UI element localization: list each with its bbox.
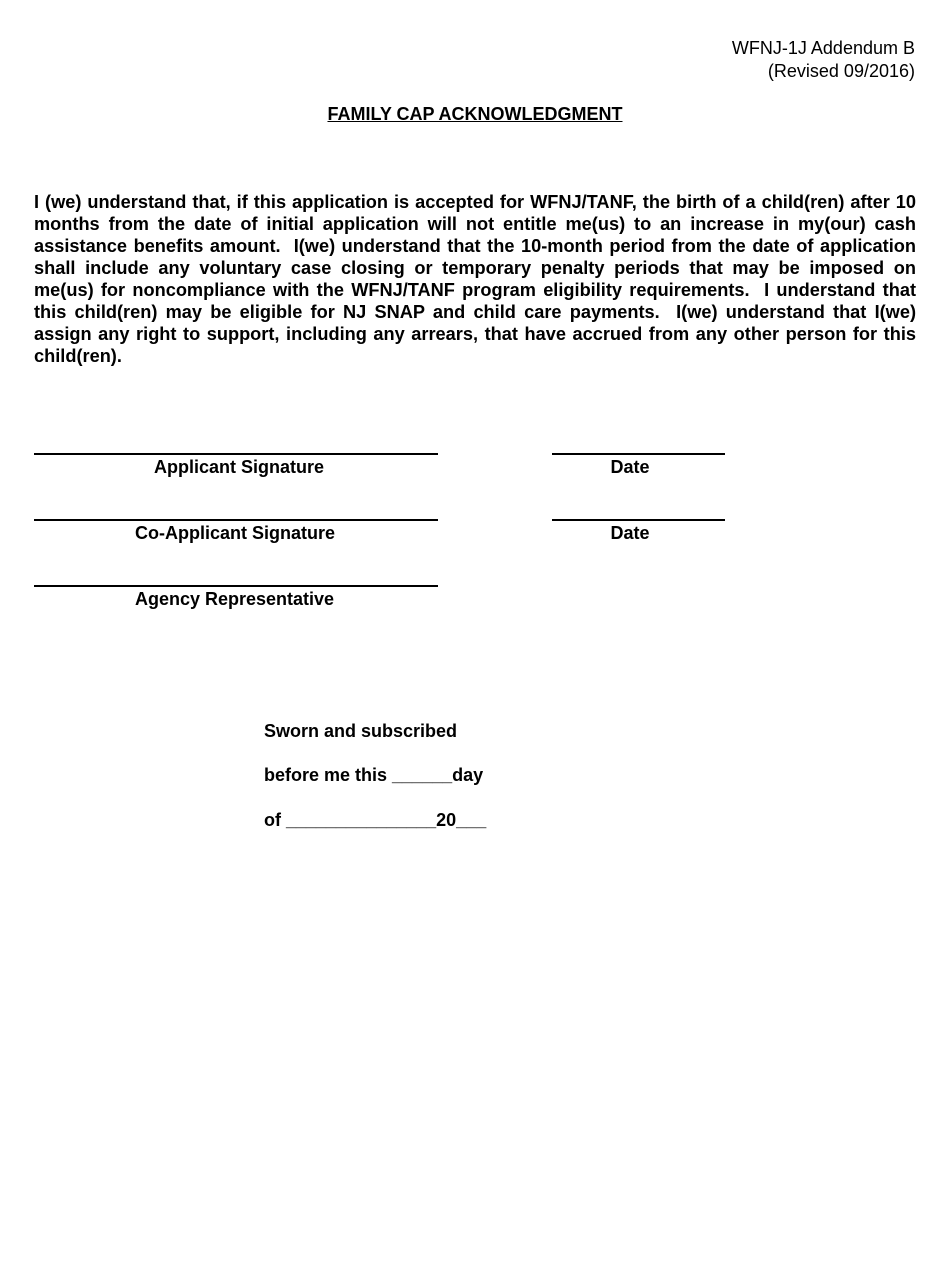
co-applicant-signature-line[interactable] bbox=[34, 519, 438, 521]
oath-line-day: before me this ______day bbox=[264, 765, 484, 785]
applicant-date-line[interactable] bbox=[552, 453, 725, 455]
co-applicant-date-label: Date bbox=[610, 523, 650, 543]
co-applicant-signature-label: Co-Applicant Signature bbox=[134, 523, 335, 543]
document-title: FAMILY CAP ACKNOWLEDGMENT bbox=[327, 104, 623, 124]
oath-line-sworn: Sworn and subscribed bbox=[264, 721, 458, 741]
form-identifier bbox=[732, 37, 915, 83]
co-applicant-date-line[interactable] bbox=[552, 519, 725, 521]
form-number: WFNJ-1J Addendum B bbox=[731, 38, 915, 58]
applicant-signature-label: Applicant Signature bbox=[153, 457, 324, 477]
acknowledgment-paragraph: I (we) understand that, if this application is accepted for WFNJ/TANF, the birth of a child(ren) after 10 months from the date of initial application will not entitle me(us) to an increase in my(our) cash assistance benefits amount. I(we) understand that the 10-month period from the date of application shall include any voluntary case closing or temporary penalty periods that may be imposed on me(us) for noncompliance with the WFNJ/TANF program eligibility requirements. I understand that this child(ren) may be eligible for NJ SNAP and child care payments. I(we) understand that I(we) assign any right to support, including any arrears, that have accrued from any other person for this child(ren). bbox=[34, 192, 922, 366]
applicant-signature-line[interactable] bbox=[34, 453, 438, 455]
applicant-date-label: Date bbox=[610, 457, 650, 477]
form-revision: (Revised 09/2016) bbox=[767, 61, 915, 81]
agency-representative-label: Agency Representative bbox=[134, 589, 335, 609]
agency-representative-line[interactable] bbox=[34, 585, 438, 587]
oath-line-month-year: of _______________20___ bbox=[264, 810, 487, 830]
